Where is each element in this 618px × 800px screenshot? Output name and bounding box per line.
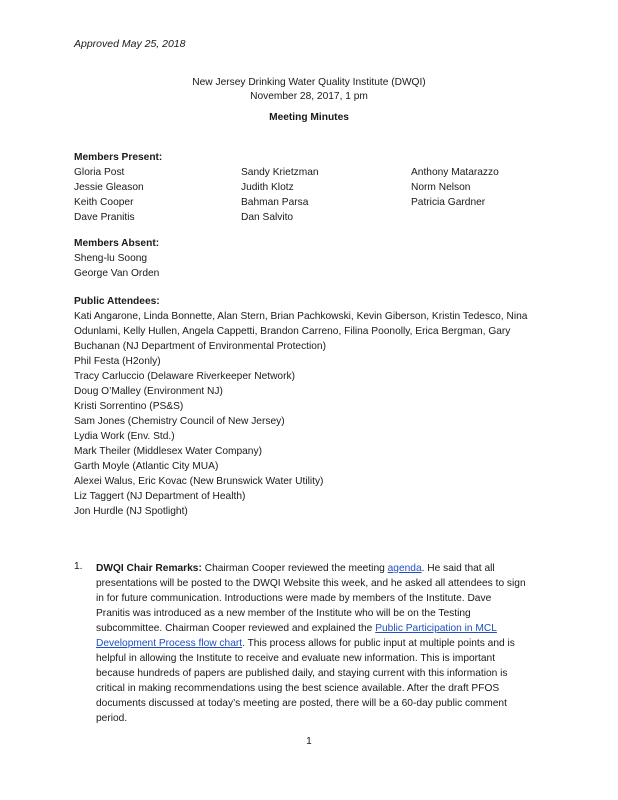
meeting-date: November 28, 2017, 1 pm — [250, 91, 368, 102]
attendee-line: Lydia Work (Env. Std.) — [74, 431, 175, 442]
public-attendees-heading: Public Attendees: — [74, 296, 160, 307]
item-heading: DWQI Chair Remarks: — [96, 563, 202, 574]
agenda-item-1 — [74, 561, 546, 726]
text-span: Chairman Cooper reviewed the meeting — [201, 563, 388, 574]
attendee-line: Garth Moyle (Atlantic City MUA) — [74, 461, 219, 472]
flow-chart-link[interactable]: Public Participation in MCL — [375, 623, 497, 634]
paragraph-line: helpful in allowing the Institute to receive and evaluate new information. This is important — [96, 653, 496, 664]
members-present-heading: Members Present: — [74, 152, 163, 163]
attendee-line: Liz Taggert (NJ Department of Health) — [74, 491, 246, 502]
member-name: Judith Klotz — [241, 182, 294, 193]
member-name: Anthony Matarazzo — [411, 167, 499, 178]
approval-note: Approved May 25, 2018 — [74, 38, 186, 50]
attendee-line: Phil Festa (H2only) — [74, 356, 161, 367]
flow-chart-link-continued[interactable]: Development Process flow chart — [96, 638, 243, 649]
paragraph-line: because hundreds of papers are published daily, and staying current with this information is — [96, 668, 508, 679]
attendee-line: Odunlami, Kelly Hullen, Angela Cappetti, Brandon Carreno, Filina Poonolly, Erica Bergman, Gary — [74, 326, 511, 337]
paragraph-line: in for future communication. Introductions were made by members of the Institute. Dave — [96, 593, 492, 604]
members-absent-heading: Members Absent: — [74, 238, 160, 249]
text-span: . This process allows for public input at multiple points and is — [242, 638, 515, 649]
text-span: . He said that all — [421, 563, 495, 574]
page-title: Meeting Minutes — [269, 112, 349, 123]
attendee-line: Alexei Walus, Eric Kovac (New Brunswick Water Utility) — [74, 476, 324, 487]
absent-member-name: Sheng-lu Soong — [74, 253, 148, 264]
paragraph-line — [96, 561, 546, 576]
paragraph-line — [96, 621, 546, 636]
member-name: Bahman Parsa — [241, 197, 309, 208]
page-number: 1 — [306, 736, 312, 747]
text-span: subcommittee. Chairman Cooper reviewed and explained the — [96, 623, 376, 634]
paragraph-line: period. — [96, 713, 128, 724]
member-name: Gloria Post — [74, 167, 125, 178]
paragraph-line: presentations will be posted to the DWQI Website this week, and he asked all attendees to sign — [96, 578, 526, 589]
paragraph-line: documents discussed at today’s meeting are posted, there will be a 60-day public comment — [96, 698, 507, 709]
member-name: Dave Pranitis — [74, 212, 135, 223]
organization-name: New Jersey Drinking Water Quality Institute (DWQI) — [192, 77, 426, 88]
attendee-line: Mark Theiler (Middlesex Water Company) — [74, 446, 262, 457]
item-number: 1. — [74, 561, 83, 572]
member-name: Keith Cooper — [74, 197, 134, 208]
attendee-line: Buchanan (NJ Department of Environmental Protection) — [74, 341, 326, 352]
absent-member-name: George Van Orden — [74, 268, 160, 279]
agenda-link[interactable]: agenda — [387, 563, 422, 574]
paragraph-line: Pranitis was introduced as a new member of the Institute who will be on the Testing — [96, 608, 471, 619]
member-name: Patricia Gardner — [411, 197, 486, 208]
member-name: Sandy Krietzman — [241, 167, 319, 178]
attendee-line: Kristi Sorrentino (PS&S) — [74, 401, 184, 412]
paragraph-line: critical in making recommendations using the best science available. After the draft PFOS — [96, 683, 500, 694]
member-name: Jessie Gleason — [74, 182, 144, 193]
attendee-line: Kati Angarone, Linda Bonnette, Alan Stern, Brian Pachkowski, Kevin Giberson, Kristin Tedesco, Nina — [74, 311, 528, 322]
attendee-line: Tracy Carluccio (Delaware Riverkeeper Network) — [74, 371, 295, 382]
attendee-line: Jon Hurdle (NJ Spotlight) — [74, 506, 188, 517]
member-name: Norm Nelson — [411, 182, 471, 193]
attendee-line: Sam Jones (Chemistry Council of New Jersey) — [74, 416, 285, 427]
member-name: Dan Salvito — [241, 212, 294, 223]
attendee-line: Doug O’Malley (Environment NJ) — [74, 386, 223, 397]
paragraph-line — [96, 636, 546, 651]
